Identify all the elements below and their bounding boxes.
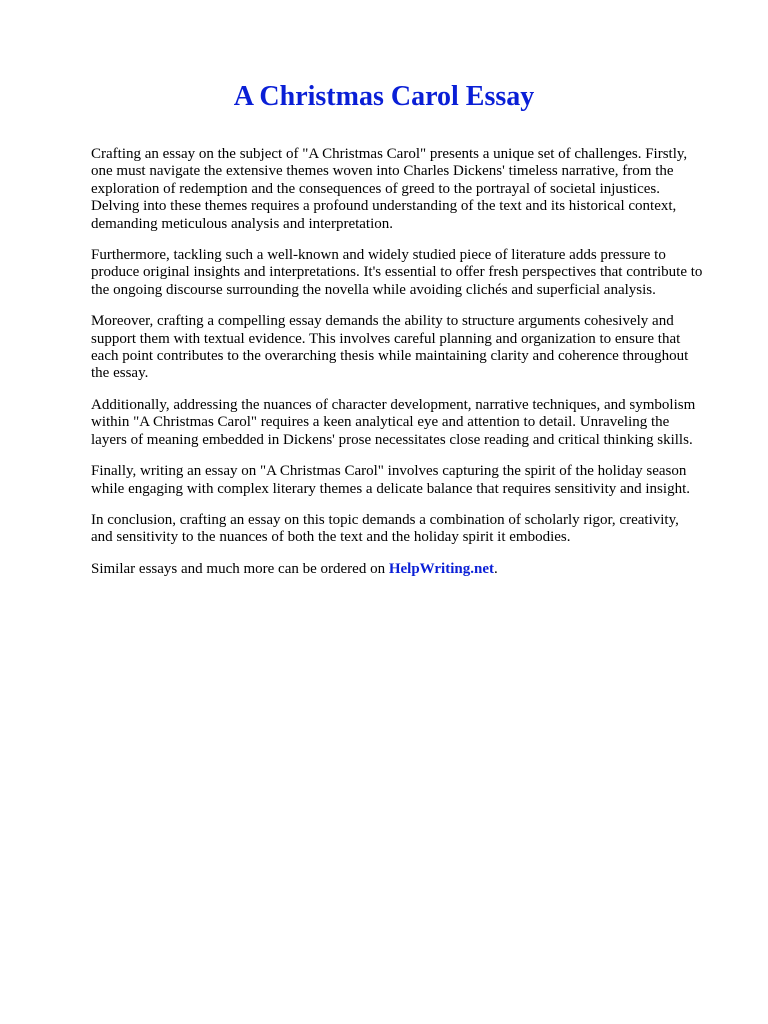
paragraph-6: [91, 512, 731, 547]
text-line: demanding meticulous analysis and interpretation.: [91, 215, 394, 232]
helpwriting-link[interactable]: HelpWriting.net: [388, 560, 494, 577]
text-line: Furthermore, tackling such a well-known and widely studied piece of literature adds pressure to: [91, 247, 666, 264]
text-line: exploration of redemption and the consequences of greed to the portrayal of societal injustices.: [91, 180, 660, 197]
paragraph-4: [91, 397, 731, 449]
page-title: A Christmas Carol Essay: [233, 81, 535, 112]
text-line: while engaging with complex literary themes a delicate balance that requires sensitivity and insight.: [91, 480, 690, 497]
text-line: Moreover, crafting a compelling essay demands the ability to structure arguments cohesively and: [91, 313, 674, 330]
text-line: and sensitivity to the nuances of both the text and the holiday spirit it embodies.: [91, 529, 571, 546]
paragraph-2: [91, 247, 731, 299]
essay-body: [91, 146, 731, 592]
text-line: Finally, writing an essay on "A Christmas Carol" involves capturing the spirit of the holiday season: [91, 463, 687, 480]
paragraph-1: [91, 146, 731, 233]
text-line: Crafting an essay on the subject of "A Christmas Carol" presents a unique set of challenges. Firstly,: [91, 146, 688, 162]
footer-line: [91, 561, 731, 578]
text-line: layers of meaning embedded in Dickens' prose necessitates close reading and critical thinking skills.: [91, 431, 693, 448]
text-line: In conclusion, crafting an essay on this topic demands a combination of scholarly rigor, creativity,: [91, 511, 679, 528]
paragraph-5: [91, 463, 731, 498]
text-line: the ongoing discourse surrounding the novella while avoiding clichés and superficial analysis.: [91, 281, 656, 298]
footer-prefix: Similar essays and much more can be ordered on: [91, 560, 389, 577]
paragraph-3: [91, 313, 731, 383]
text-line: each point contributes to the overarching thesis while maintaining clarity and coherence throughout: [91, 348, 689, 365]
text-line: the essay.: [91, 365, 149, 382]
text-line: Delving into these themes requires a profound understanding of the text and its historical context,: [91, 198, 677, 215]
text-line: Additionally, addressing the nuances of character development, narrative techniques, and symbolism: [91, 396, 696, 413]
text-line: within "A Christmas Carol" requires a keen analytical eye and attention to detail. Unraveling the: [91, 414, 670, 431]
footer-suffix: .: [493, 560, 498, 577]
text-line: support them with textual evidence. This involves careful planning and organization to ensure that: [91, 330, 681, 347]
text-line: one must navigate the extensive themes woven into Charles Dickens' timeless narrative, from the: [91, 163, 674, 180]
text-line: produce original insights and interpretations. It's essential to offer fresh perspectives that contribute to: [91, 264, 703, 281]
